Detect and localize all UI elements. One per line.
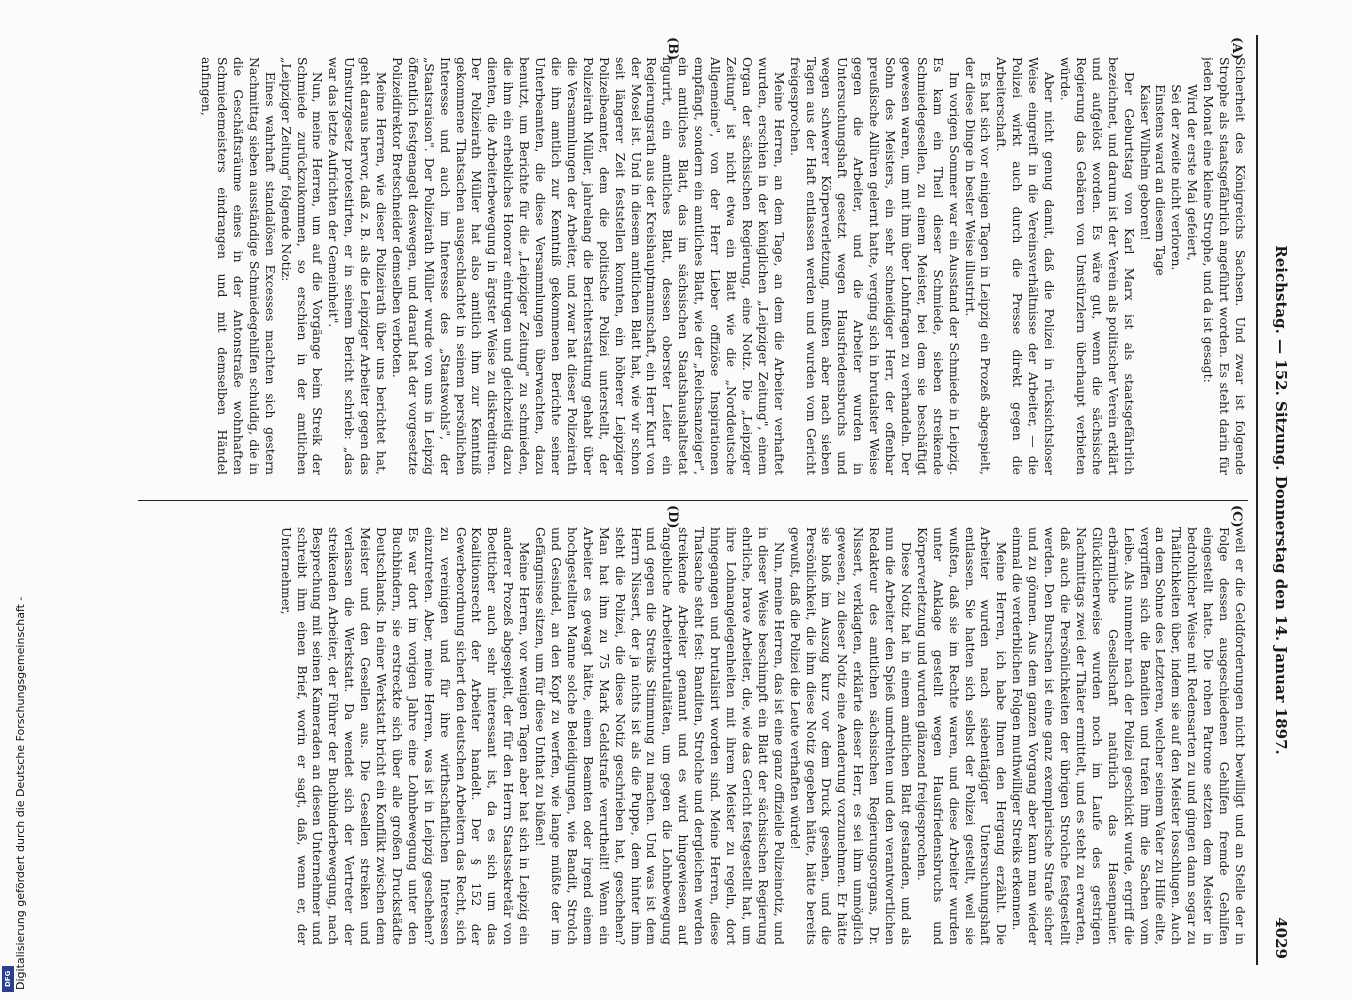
paragraph: Sicherheit des Königreichs Sachsen. Und zwar ist folgende Strophe als staatsgefährlich angeführt worden. Es steht darin für jeden Monat eine kleine Strophe, und da ist gesagt: xyxy=(1201,57,1248,475)
dfg-logo: DFG xyxy=(2,966,14,992)
left-text-column xyxy=(143,57,1248,475)
paragraph: Nun, meine Herren, das ist eine ganz offizielle Polizeinotiz, und in dieser Weise beschimpft ein Blatt der sächsischen Regierung ehrliche, brave Arbeiter, die, wie das Gericht festgestellt hat, um ihre Lohnangelegenheiten mit ihrem Meister zu regeln, dort hingegangen und brutalisirt worden sind. Meine Herren, diese Thatsache steht fest: Banditen, Strolche und dergleichen werden streikende Arbeiter genannt und es wird hingewiesen auf angebliche Arbeiterbrutalitäten, um gegen die Lohnbewegung und gegen die Streiks Stimmung zu machen. Und was ist dem Herrn Nissert, der ja nichts ist als die Puppe, dem hinter ihm steht die Polizei, die diese Notiz geschrieben hat, geschehen? Man hat ihm zu 75 Mark Geldstrafe verurtheilt! Wenn ein Arbeiter es gewagt hätte, einem Beamten oder irgend einem hochgestellten Manne solche Beleidigungen, wie Bandit, Strolch und Gesindel, an den Kopf zu werfen, wie lange müßte der im Gefängnisse sitzen, um für diese Unthat zu büßen! xyxy=(533,527,787,945)
paragraph: Es hat sich vor einigen Tagen in Leipzig ein Prozeß abgespielt, der diese Dinge in bester Weise illustrirt. xyxy=(962,57,994,475)
paragraph: Diese Notiz hat in einem amtlichen Blatt gestanden, und als nun die Arbeiter den Spieß umdrehten und den verantwortlichen Redakteur des amtlichen sächsischen Regierungsorgans, Dr. Nissert, verklagten, erklärte dieser Herr, es sei ihm unmöglich gewesen, zu dieser Notiz eine Aenderung vorzunehmen. Er hätte sie bloß im Auszug kurz vor dem Druck gesehen, und die Persönlichkeit, die ihm diese Notiz gegeben hätte, hätte bereits gewußt, daß die Polizei die Leute verhaften würde! xyxy=(787,527,914,945)
verse-line: Einstens ward an diesem Tage xyxy=(1153,84,1169,276)
paragraph: Der Geburtstag von Karl Marx ist als staatsgefährlich bezeichnet, und darum ist der Verein als politischer Verein erklärt und aufgelöst worden. Es wäre gut, wenn die sächsische Regierung das Gebären von Umstürzlern überhaupt verbieten würde. xyxy=(1058,57,1137,475)
verse-line: Kaiser Wilhelm geboren! xyxy=(1137,84,1153,241)
verse-line: Sei der zweite nicht verloren. xyxy=(1169,84,1185,271)
margin-marker-c: (C) xyxy=(1229,505,1244,528)
verse-line: Wird der erste Mai gefeiert, xyxy=(1185,84,1201,261)
paragraph: Aber nicht genug damit, daß die Polizei in rücksichtsloser Weise eingreift in die Vereinsverhältnisse der Arbeiter, — die Polizei wirkt auch durch die Presse direkt gegen die Arbeiterschaft. xyxy=(994,57,1058,475)
digitization-footer xyxy=(0,0,30,1000)
paragraph: Eines wahrhaft standalösen Excesses machten sich gestern Nachmittag sieben ausständige Schmiedegehilfen schuldig, die in die Geschäftsräume eines in der Antonstraße wohnhaften Schmiedemeisters eindrangen und mit demselben Händel anfingen, xyxy=(199,57,278,475)
paragraph: Meine Herren, vor wenigen Tagen aber hat sich in Leipzig ein anderer Prozeß abgespielt, der für den Herrn Staatssekretär von Boetticher auch sehr interessant ist, da es sich um das Koalitionsrecht der Arbeiter handelt. Der § 152 der Gewerbeordnung sichert den deutschen Arbeitern das Recht, sich zu vereinigen und für ihre wirthschaftlichen Interessen einzutreten. Aber, meine Herren, was ist in Leipzig geschehen? Es war dort im vorigen Jahre eine Lohnbewegung unter den Buchbindern, sie erstreckte sich über alle großen Druckstädte Deutschlands. In einer Werkstatt bricht ein Konflikt zwischen dem Meister und den Gesellen aus. Die Gesellen streiken und verlassen die Werkstatt. Da wendet sich der Vertreter der streikenden Arbeiter, der Führer der Buchbinderbewegung, nach Besprechung mit seinen Kameraden an diesen Unternehmer und schreibt ihm einen Brief, worin er sagt, daß, wenn er, der Unternehmer, xyxy=(278,527,533,945)
page-number: 4029 xyxy=(1272,917,1290,959)
rotated-page-content xyxy=(130,35,1300,965)
page-header xyxy=(1256,35,1300,965)
column-divider xyxy=(138,500,1248,501)
paragraph: Meine Herren, wie dieser Polizeirath über uns berichtet hat, geht daraus hervor, daß z. B. als die Leipziger Arbeiter gegen das Umsturzgesetz protestirten, er in seinem Bericht schrieb: „das war das letzte Aufrichten der Gemeinheit". xyxy=(326,57,390,475)
paragraph: Nun, meine Herren, um auf die Vorgänge beim Streik der Schmiede zurückzukommen, so erschien in der amtlichen „Leipziger Zeitung" folgende Notiz: xyxy=(278,57,326,475)
paragraph: Meine Herren, ich habe Ihnen den Hergang erzählt. Die Arbeiter wurden nach siebentägiger Untersuchungshaft entlassen. Sie hatten sich selbst der Polizei gestellt, weil sie wußten, daß sie im Rechte waren, und diese Arbeiter wurden unter Anklage gestellt wegen Hausfriedensbruchs und Körperverletzung und wurden glänzend freigesprochen. xyxy=(914,527,1010,945)
page-title: Reichstag. — 152. Sitzung. Donnerstag den 14. Januar 1897. xyxy=(1272,245,1290,755)
margin-marker-d: (D) xyxy=(665,505,680,529)
paragraph: Meine Herren, an dem Tage, an dem die Arbeiter verhaftet wurden, erschien in der königlichen „Leipziger Zeitung", einem Organ der sächsischen Regierung, eine Notiz. Die „Leipziger Zeitung" ist nicht etwa ein Blatt wie die „Norddeutsche Allgemeine", von der Herr Lieber offiziöse Inspirationen empfängt, sondern ein amtliches Blatt, wie der „Reichsanzeiger", ein amtliches Blatt, das im sächsischen Staatshaushaltsetat figurirt, ein amtliches Blatt, dessen oberster Leiter ein Regierungsrath aus der Kreishauptmannschaft, ein Herr Kurt von der Mosel ist. Und in diesem amtlichen Blatt hat, wie wir schon seit längerer Zeit feststellen konnten, ein höherer Leipziger Polizeibeamter, dem die politische Polizei unterstellt, der Polizeirath Müller, jahrelang die Berichterstattung gehabt über die Versammlungen der Arbeiter, und zwar hat dieser Polizeirath die ihm amtlich zur Kenntniß gekommenen Berichte seiner Unterbeamten, die diese Versammlungen überwachten, dazu benutzt, um Berichte für die „Leipziger Zeitung" zu schmieden, die ihm ein erhebliches Honorar eintrugen und gleichzeitig dazu dienten, die Arbeiterbewegung in ärgster Weise zu diskreditiren. Der Polizeirath Müller hat also amtlich ihm zur Kenntniß gekommene Thatsachen ausgeschlachtet in seinem persönlichen Interesse und auch im Interesse des „Staatswohls", der „Staatsraison". Der Polizeirath Müller wurde von uns in Leipzig öffentlich festgenagelt deswegen, und darauf hat der vorgesetzte Polizeidirektor Bretschneider demselben verboten. xyxy=(389,57,787,475)
digitization-credit: Digitalisierung gefördert durch die Deutsche Forschungsgemeinschaft - xyxy=(14,596,27,990)
margin-marker-b: (B) xyxy=(665,37,680,61)
paragraph: weil er die Geldforderungen nicht bewilligt und an Stelle der in Folge dessen ausgeschiedenen Gehilfen fremde Gehilfen eingestellt hatte. Die rohen Patrone setzten dem Meister in bedrohlicher Weise mit Redensarten zu und gingen dann sogar zu Thätlichkeiten über, indem sie auf den Meister losschlugen. Auch an dem Sohne des Letzteren, welcher seinem Vater zu Hilfe eilte, vergriffen sich die Banditen und trafen ihm die Sachen vom Leibe. Als nunmehr nach der Polizei geschickt wurde, ergriff die erbärmliche Gesellschaft natürlich das Hasenpanier. Glücklicherweise wurden noch im Laufe des gestrigen Nachmittags zwei der Thäter ermittelt, und es steht zu erwarten, daß auch die Persönlichkeiten der übrigen Strolche festgestellt werden. Den Burschen ist eine ganz exemplarische Strafe sicher und zu gönnen. Aus dem ganzen Vorgang aber kann man wieder einmal die verderblichen Folgen muthwilliger Streiks erkennen. xyxy=(1010,527,1248,945)
paragraph: Im vorigen Sommer war ein Ausstand der Schmiede in Leipzig. Es kam ein Theil dieser Schmiede, sieben streikende Schmiedegesellen, zu einem Meister, bei dem sie beschäftigt gewesen waren, um mit ihm über Lohnfragen zu verhandeln. Der Sohn des Meisters, ein sehr schneidiger Herr, der offenbar preußische Allüren gelernt hatte, verging sich in brutalster Weise gegen die Arbeiter, und die Arbeiter wurden in Untersuchungshaft gesetzt wegen Hausfriedensbruchs und wegen schwerer Körperverletzung, mußten aber nach sieben Tagen aus der Haft entlassen werden und wurden vom Gericht freigesprochen. xyxy=(787,57,962,475)
right-text-column xyxy=(143,527,1248,945)
margin-marker-a: (A) xyxy=(1229,37,1244,60)
